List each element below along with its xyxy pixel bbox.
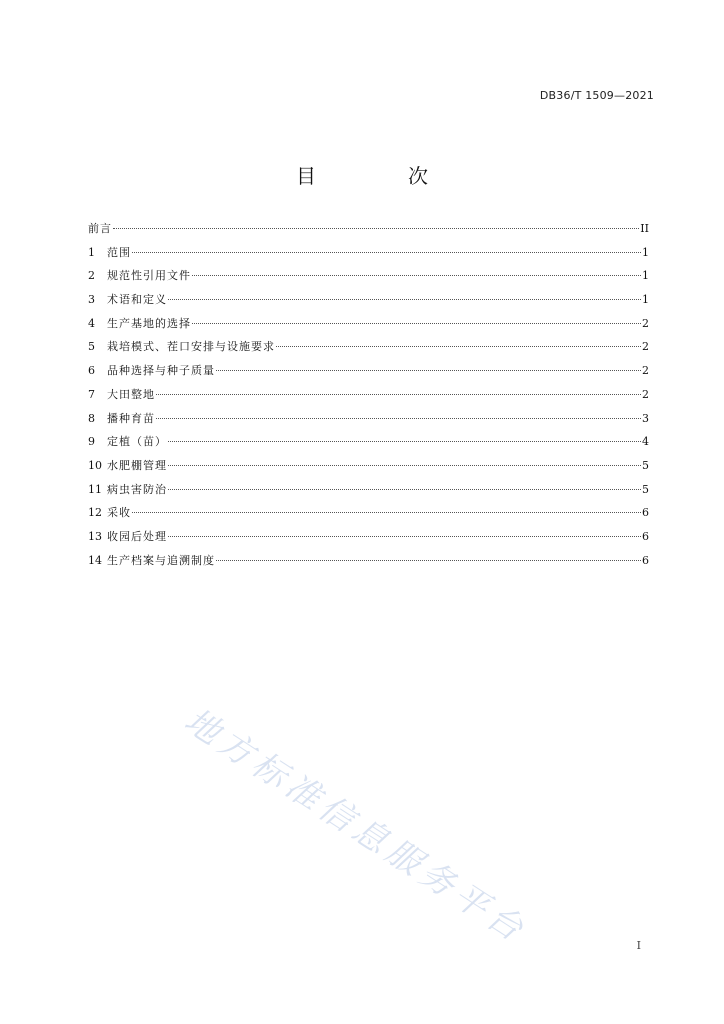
document-code: DB36/T 1509—2021 (539, 89, 654, 102)
dot-leader (132, 252, 641, 253)
toc-entry-number: 7 (88, 387, 95, 401)
toc-entry-label: 生产基地的选择 (107, 316, 191, 330)
toc-entry-label: 水肥棚管理 (107, 458, 167, 472)
toc-entry-number: 1 (88, 245, 95, 259)
dot-leader (168, 441, 641, 442)
toc-entry-label: 收园后处理 (107, 529, 167, 543)
toc-entry-page: 3 (642, 411, 649, 425)
dot-leader (216, 370, 641, 371)
toc-entry-page: 2 (642, 364, 649, 378)
toc-entry-number: 3 (88, 293, 95, 307)
toc-entry[interactable] (88, 222, 649, 246)
toc-entry[interactable] (88, 412, 649, 436)
toc-title: 目 次 (296, 164, 464, 188)
toc-entry-page: 6 (642, 529, 649, 543)
toc-entry-label: 品种选择与种子质量 (107, 364, 215, 378)
toc-entry[interactable] (88, 530, 649, 554)
toc-entry-number: 12 (88, 506, 102, 520)
toc-entry[interactable] (88, 364, 649, 388)
toc-entry[interactable] (88, 269, 649, 293)
toc-entry-label: 前言 (88, 222, 112, 235)
dot-leader (276, 346, 641, 347)
dot-leader (156, 418, 641, 419)
toc-entry[interactable] (88, 506, 649, 530)
toc-entry-page: 1 (642, 269, 649, 283)
toc-entry-page: 2 (642, 316, 649, 330)
toc-entry-number: 2 (88, 269, 95, 283)
dot-leader (192, 275, 641, 276)
toc-entry-label: 定植（苗） (107, 435, 167, 449)
toc-entry[interactable] (88, 388, 649, 412)
toc-list (88, 222, 649, 577)
dot-leader (168, 299, 641, 300)
toc-entry-number: 14 (88, 553, 102, 567)
toc-entry-number: 11 (88, 482, 102, 496)
toc-entry-page: 2 (642, 340, 649, 354)
page-number: I (636, 939, 641, 952)
toc-entry-label: 生产档案与追溯制度 (107, 553, 215, 567)
toc-entry-label: 范围 (107, 245, 131, 259)
toc-entry[interactable] (88, 246, 649, 270)
toc-entry-label: 播种育苗 (107, 411, 155, 425)
toc-entry[interactable] (88, 340, 649, 364)
toc-entry-page: 2 (642, 387, 649, 401)
toc-entry[interactable] (88, 293, 649, 317)
toc-entry-label: 规范性引用文件 (107, 269, 191, 283)
toc-entry-number: 5 (88, 340, 95, 354)
toc-entry-label: 采收 (107, 506, 131, 520)
dot-leader (168, 465, 641, 466)
toc-entry-number: 9 (88, 435, 95, 449)
watermark: 地方标准信息服务平台 (177, 700, 535, 953)
toc-entry[interactable] (88, 483, 649, 507)
dot-leader (192, 323, 641, 324)
toc-entry-number: 8 (88, 411, 95, 425)
dot-leader (216, 560, 641, 561)
dot-leader (113, 228, 639, 229)
toc-entry-page: 1 (642, 245, 649, 259)
toc-entry-page: 5 (642, 458, 649, 472)
dot-leader (168, 489, 641, 490)
toc-entry-page: 4 (642, 435, 649, 449)
toc-entry-number: 10 (88, 458, 102, 472)
toc-entry-label: 栽培模式、茬口安排与设施要求 (107, 340, 275, 354)
toc-entry-label: 术语和定义 (107, 293, 167, 307)
toc-entry-number: 6 (88, 364, 95, 378)
toc-entry-number: 4 (88, 316, 95, 330)
dot-leader (156, 394, 641, 395)
toc-entry-label: 大田整地 (107, 387, 155, 401)
dot-leader (168, 536, 641, 537)
toc-entry-label: 病虫害防治 (107, 482, 167, 496)
toc-entry[interactable] (88, 435, 649, 459)
toc-entry[interactable] (88, 317, 649, 341)
toc-entry-page: 1 (642, 293, 649, 307)
toc-entry-page: 6 (642, 506, 649, 520)
dot-leader (132, 512, 641, 513)
toc-entry-page: II (640, 222, 649, 235)
toc-entry[interactable] (88, 554, 649, 578)
toc-entry[interactable] (88, 459, 649, 483)
toc-entry-page: 6 (642, 553, 649, 567)
toc-entry-number: 13 (88, 529, 102, 543)
toc-entry-page: 5 (642, 482, 649, 496)
